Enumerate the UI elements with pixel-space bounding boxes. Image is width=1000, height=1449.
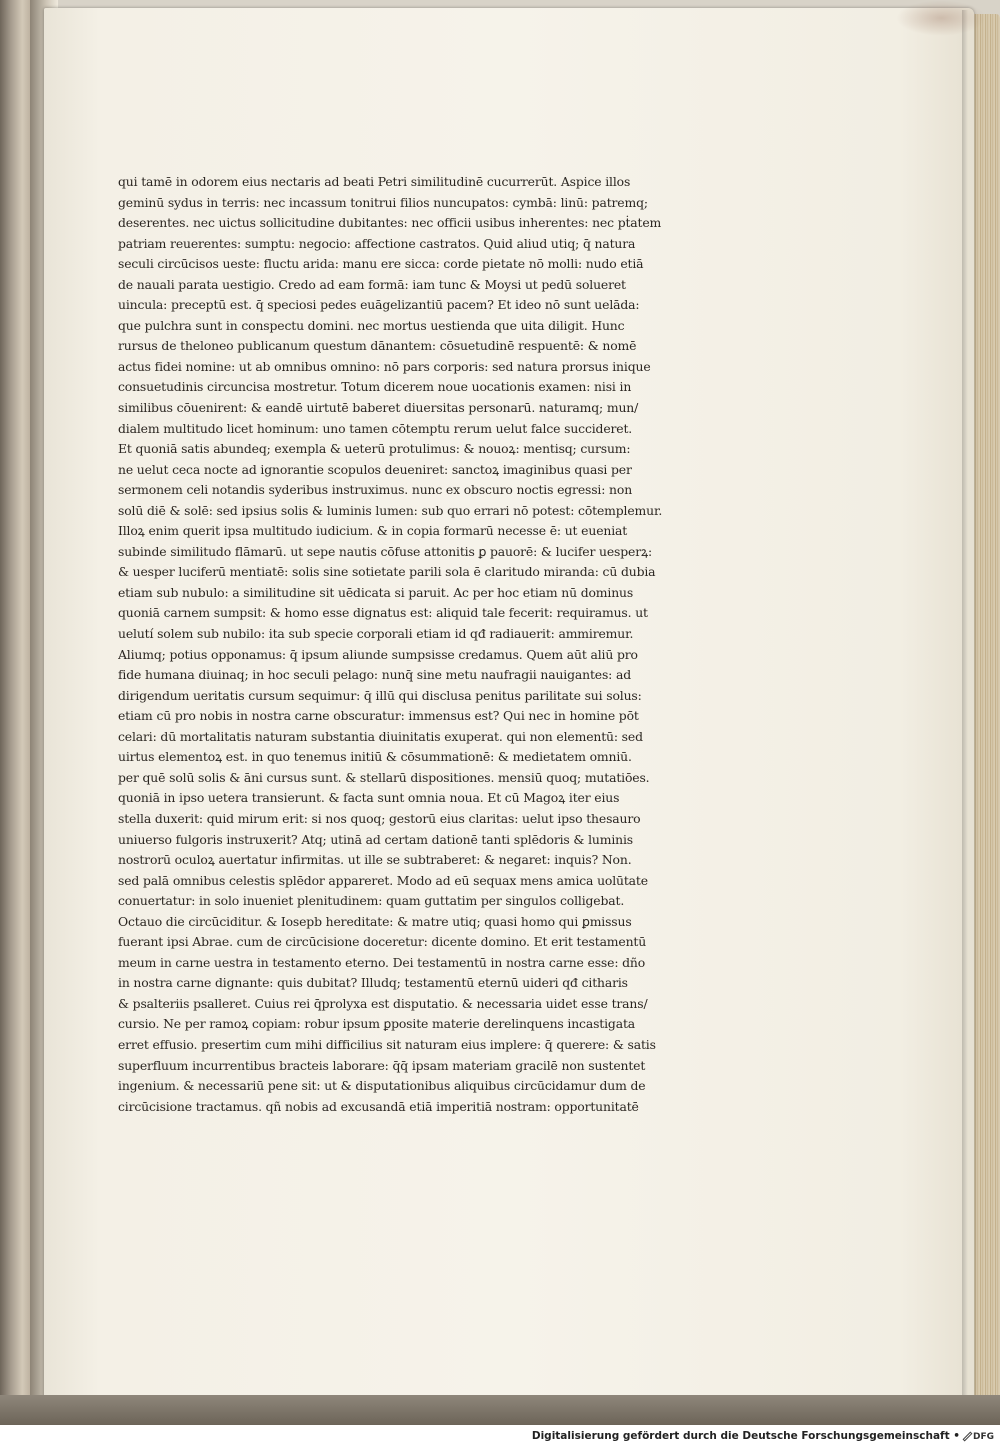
dfg-logo-icon <box>966 1429 994 1444</box>
text-line: ingenium. & necessariū pene sit: ut & disputationibus aliquibus circūcidamur dum de <box>118 1078 646 1094</box>
text-line: in nostra carne dignante: quis dubitat? Illudq; testamentū eternū uideri qđ citharis <box>118 975 628 991</box>
paper-stain <box>896 0 986 36</box>
text-line: quoniā in ipso uetera transierunt. & facta sunt omnia noua. Et cū Magoꝝ iter eius <box>118 790 620 806</box>
text-line: quoniā carnem sumpsit: & homo esse dignatus est: aliquid tale fecerit: requiramus. ut <box>118 605 648 621</box>
text-line: nostrorū oculoꝝ auertatur infirmitas. ut ille se subtraberet: & negaret: inquis? Non. <box>118 852 632 868</box>
text-line: Et quoniā satis abundeq; exempla & ueterū protulimus: & nouoꝝ: mentisq; cursum: <box>118 441 631 457</box>
text-line: celari: dū mortalitatis naturam substantia diuinitatis exuperat. qui non elementū: sed <box>118 728 643 744</box>
text-line: deserentes. nec uictus sollicitudine dubitantes: nec officii usibus inherentes: nec pṫatem <box>118 215 662 231</box>
text-line: sed palā omnibus celestis splēdor appareret. Modo ad eū sequax mens amica uolūtate <box>118 872 648 888</box>
text-line: de nauali parata uestigio. Credo ad eam formā: iam tunc & Moysi ut pedū solueret <box>118 276 626 292</box>
text-line: & uesper luciferū mentiatē: solis sine sotietate parili sola ē claritudo miranda: cū dubia <box>118 564 656 580</box>
text-line: etiam sub nubulo: a similitudine sit uēdicata si paruit. Ac per hoc etiam nū dominus <box>118 584 634 600</box>
text-line: stella duxerit: quid mirum erit: si nos quoq; gestorū eius claritas: uelut ipso thesauro <box>118 810 641 826</box>
text-line: solū diē & solē: sed ipsius solis & luminis lumen: sub quo errari nō potest: cōtemplemur. <box>118 502 663 518</box>
text-line: cursio. Ne per ramoꝝ copiam: robur ipsum ꝑposite materie derelinquens incastigata <box>118 1016 636 1032</box>
text-line: Illoꝝ enim querit ipsa multitudo iudicium. & in copia formarū necesse ē: ut eueniat <box>118 523 628 539</box>
dfg-logo-text: DFG <box>972 1431 994 1442</box>
dfg-diamond-icon <box>963 1432 973 1442</box>
text-line: Aliumq; potius opponamus: q̄ ipsum aliunde sumpsisse credamus. Quem aūt aliū pro <box>118 646 638 662</box>
text-line: uincula: preceptū est. q̄ speciosi pedes euāgelizantiū pacem? Et ideo nō sunt uelāda: <box>118 297 640 313</box>
text-line: qui tamē in odorem eius nectaris ad beati Petri similitudinē cucurrerūt. Aspice illos <box>118 174 631 189</box>
text-line: uirtus elementoꝝ est. in quo tenemus initiū & cōsummationē: & medietatem omniū. <box>118 749 632 765</box>
text-line: dirigendum ueritatis cursum sequimur: q̄ illū qui disclusa penitus parilitate sui solus: <box>118 687 642 703</box>
text-line: uniuerso fulgoris instruxerit? Atq; utinā ad certam dationē tanti splēdoris & luminis <box>118 831 633 847</box>
text-line: ne uelut ceca nocte ad ignorantie scopulos deueniret: sanctoꝝ imaginibus quasi per <box>118 461 632 477</box>
text-column <box>118 172 678 1117</box>
text-line: uelutí solem sub nubilo: ita sub specie corporali etiam id qđ radiauerit: ammiremur. <box>118 626 634 642</box>
text-line: consuetudinis circuncisa mostretur. Totum dicerem noue uocationis examen: nisi in <box>118 379 632 395</box>
desk-surface <box>0 1395 1000 1425</box>
text-line: que pulchra sunt in conspectu domini. nec mortus uestienda que uita diligit. Hunc <box>118 317 625 333</box>
text-line: dialem multitudo licet hominum: uno tamen cōtemptu rerum uelut falce succideret. <box>118 420 633 436</box>
text-line: meum in carne uestra in testamento eterno. Dei testamentū in nostra carne esse: dño <box>118 954 646 970</box>
text-line: sermonem celi notandis syderibus instruximus. nunc ex obscuro noctis egressi: non <box>118 482 633 498</box>
text-line: & psalteriis psalleret. Cuius rei q̄prolyxa est disputatio. & necessaria uidet esse trans/ <box>118 995 648 1011</box>
page-shadow <box>962 10 968 1415</box>
text-line: geminū sydus in terris: nec incassum tonitrui filios nuncupatos: cymbā: linū: patremq; <box>118 194 648 210</box>
text-line: similibus cōuenirent: & eandē uirtutē baberet diuersitas personarū. naturamq; mun/ <box>118 400 639 416</box>
text-line: Octauo die circūciditur. & Iosepb hereditate: & matre utiq; quasi homo qui ꝑmissus <box>118 913 632 929</box>
text-line: erret effusio. presertim cum mihi difficilius sit naturam eius implere: q̄ querere: & satis <box>118 1036 656 1052</box>
text-line: rursus de theloneo publicanum questum dānantem: cōsuetudinē respuentē: & nomē <box>118 338 637 354</box>
text-line: etiam cū pro nobis in nostra carne obscuratur: immensus est? Qui nec in homine pōt <box>118 708 639 724</box>
text-line: seculi circūcisos ueste: fluctu arida: manu ere sicca: corde pietate nō molli: nudo etiā <box>118 256 644 272</box>
left-page-edge <box>0 0 32 1425</box>
footer-bar <box>0 1425 1000 1449</box>
text-line: patriam reuerentes: sumptu: negocio: affectione castratos. Quid aliud utiq; q̄ natura <box>118 235 636 251</box>
text-line: conuertatur: in solo inueniet plenitudinem: quam guttatim per singulos colligebat. <box>118 893 625 909</box>
text-line: fuerant ipsi Abrae. cum de circūcisione doceretur: dicente domino. Et erit testamentū <box>118 934 647 950</box>
text-line: fide humana diuinaq; in hoc seculi pelago: nunq̄ sine metu naufragii nauigantes: ad <box>118 667 632 683</box>
text-line: circūcisione tractamus. qñ nobis ad excusandā etiā imperitiā nostram: opportunitatē <box>118 1098 639 1114</box>
text-line: actus fidei nomine: ut ab omnibus omnino: nō pars corporis: sed natura prorsus inique <box>118 358 651 374</box>
text-line: per quē solū solis & āni cursus sunt. & stellarū dispositiones. mensiū quoq; mutatiōes. <box>118 769 650 785</box>
funding-credit: Digitalisierung gefördert durch die Deutsche Forschungsgemeinschaft • <box>531 1430 960 1442</box>
text-line: superfluum incurrentibus bracteis laborare: q̄q̄ ipsam materiam gracilē non sustentet <box>118 1057 646 1073</box>
text-line: subinde similitudo flāmarū. ut sepe nautis cōfuse attonitis ꝑ pauorē: & lucifer uesperꝝ: <box>118 543 653 559</box>
